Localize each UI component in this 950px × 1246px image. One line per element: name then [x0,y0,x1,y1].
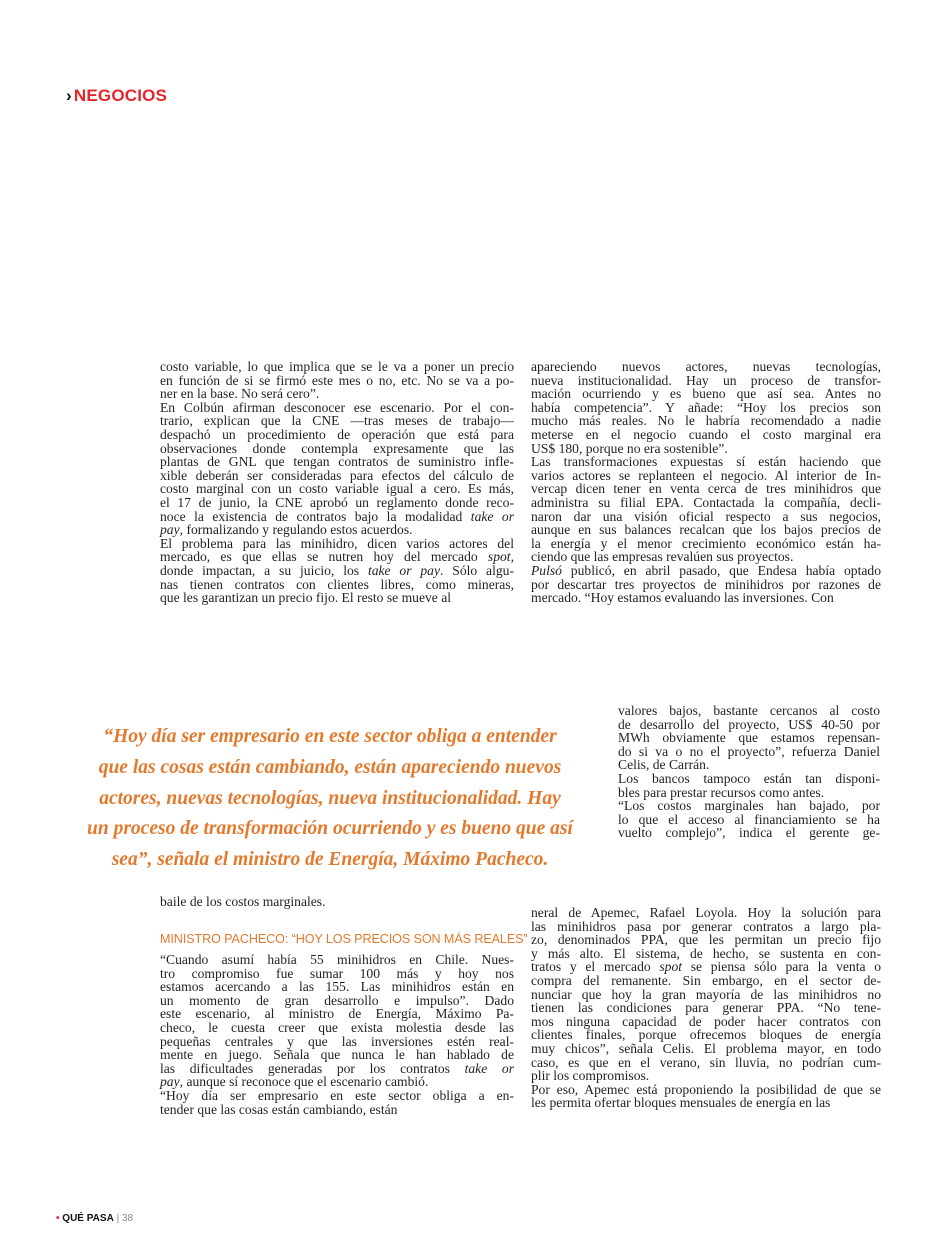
text-line: naron dar una visión oficial respecto a sus negocios, [531,508,881,524]
pull-quote-line: que las cosas están cambiando, están apareciendo nuevos [98,756,562,778]
article-column-left-mid [160,892,514,909]
pull-quote-line: un proceso de transformación ocurriendo y es bueno que así [87,818,573,840]
text-line: les permita ofertar bloques mensuales de energía en las [531,1095,831,1111]
text-line: muy chicos”, señala Celis. El problema mayor, en todo [531,1040,881,1056]
text-line [160,561,514,578]
pull-quote-line: actores, nuevas tecnologías, nueva institucionalidad. Hay [99,787,561,809]
section-label [66,86,167,106]
text-line: “Los costos marginales han bajado, por [618,798,880,814]
text-line: costo variable, lo que implica que se le va a poner un precio [160,359,514,374]
text-segment: noce la existencia de contratos bajo la modalidad [160,508,471,524]
article-column-right-top [531,357,881,606]
italic-text: pay [160,1074,180,1090]
text-line: MWh obviamente que estamos repensan- [618,730,880,746]
text-line: aunque en sus balances recalcan que los bajos precios de [531,522,881,538]
italic-text: take or [470,508,514,524]
text-line: y más alto. El sistema, de hecho, se sustenta en con- [531,945,881,961]
text-segment: se piensa sólo para la venta o [682,959,881,975]
pull-quote-line: sea”, señala el ministro de Energía, Máximo Pacheco. [111,849,549,871]
text-line: mente en juego. Señala que nunca le han hablado de [160,1047,514,1063]
text-line: ciendo que las empresas revalúen sus proyectos. [531,549,794,565]
bullet-icon: • [56,1213,60,1224]
text-line: tender que las cosas están cambiando, están [160,1101,398,1117]
text-line [160,547,514,565]
text-line: mercado. “Hoy estamos evaluando las inversiones. Con [531,590,834,606]
text-line: Por eso, Apemec está proponiendo la posibilidad de que se [531,1081,881,1097]
chevron-right-icon: › [66,86,72,105]
text-line: checo, le cuesta creer que exista molestia desde las [160,1019,514,1035]
italic-text: spot [487,549,511,565]
italic-text: spot [659,959,683,975]
text-line: un momento de gran desarrollo e impulso”. Dado [160,992,514,1008]
text-line: estamos acercando a las 155. Las minihidros están en [160,979,514,995]
text-line: caso, es que en el verano, sin lluvia, no podrían cum- [531,1054,881,1070]
text-line: de desarrollo del proyecto, US$ 40-50 por [618,716,880,732]
text-line: el 17 de junio, la CNE aprobó un reglamento donde reco- [160,494,514,510]
text-line: meterse en el negocio cuando el costo marginal era [531,426,881,442]
text-line: El problema para las minihidro, dicen varios actores del [160,535,514,551]
magazine-name: QUÉ PASA [62,1213,114,1224]
article-column-right-indented [618,701,880,841]
text-line: apareciendo nuevos actores, nuevas tecnologías, [531,359,881,374]
text-segment: tratos y el mercado [531,959,660,975]
page-number: 38 [121,1213,134,1224]
text-line: que les garantizan un precio fijo. El resto se mueve al [160,590,452,606]
italic-text: Pulsó [531,562,562,578]
text-segment: publicó, en abril pasado, que Endesa había optado [561,562,881,578]
text-line: pequeñas centrales y que las inversiones estén real- [160,1033,514,1049]
text-line: mación ocurriendo y es bueno que así sea. Antes no [531,386,881,402]
text-line: “Cuando asumí había 55 minihidros en Chile. Nues- [160,952,514,967]
italic-text: pay [160,522,180,538]
text-line: vercap dicen tener en venta cerca de tres minihidros que [531,481,881,497]
article-column-left-top [160,357,514,606]
text-line: nas tienen contratos con clientes libres, como mineras, [160,576,514,592]
text-line: varios actores se replanteen el negocio. Al interior de In- [531,467,881,483]
text-line [160,1060,514,1074]
pull-quote-line: “Hoy día ser empresario en este sector obliga a entender [103,726,557,747]
text-line: en función de si se firmó este mes o no, etc. No se va a po- [160,372,514,388]
text-line: bles para prestar recursos como antes. [618,784,825,800]
text-line: las minihidros pasa por generar contratos a largo pla- [531,918,881,934]
text-line: vuelto complejo”, indica el gerente ge- [618,825,880,841]
text-line: plir los compromisos. [531,1068,650,1084]
text-line: valores bajos, bastante cercanos al costo [618,703,880,718]
subheading: MINISTRO PACHECO: “HOY LOS PRECIOS SON MÁS REALES” [160,932,528,946]
text-line [160,507,514,524]
text-segment: . Sólo algu- [440,562,514,578]
text-line: tienen las condiciones para generar PPA. “No tene- [531,1000,881,1016]
text-line: Celis, de Carrán. [618,757,710,773]
text-line: “Hoy día ser empresario en este sector obliga a en- [160,1087,514,1103]
text-line: trario, explican que la CNE —tras meses de trabajo— [160,413,514,429]
text-segment: , aunque sí reconoce que el escenario cambió. [179,1074,429,1090]
text-line: En Colbún afirman desconocer ese escenario. Por el con- [160,399,514,415]
text-line: costo marginal con un costo variable igual a cero. Es más, [160,481,514,497]
text-line: nueva institucionalidad. Hay un proceso de transfor- [531,372,881,388]
text-line: do si va o no el proyecto”, refuerza Daniel [618,743,880,759]
text-line: xible deberán ser consideradas para efectos del cálculo de [160,467,514,483]
text-line: había competencia”. Y añade: “Hoy los precios son [531,399,881,415]
page-footer [56,1213,133,1224]
text-line: nunciar que hoy la gran mayoría de las minihidros no [531,986,881,1002]
text-line: despachó un procedimiento de operación que está para [160,426,514,442]
text-line: administra su filial EPA. Contactada la compañía, decli- [531,494,881,510]
text-line: mucho más reales. No le habría recomendado a nadie [531,413,881,429]
text-line [531,958,881,975]
divider: | [116,1213,120,1224]
text-line: US$ 180, porque no era sostenible”. [531,440,728,456]
article-column-right-bottom [531,904,881,1111]
text-line: neral de Apemec, Rafael Loyola. Hoy la solución para [531,905,881,920]
italic-text: take or [464,1060,514,1076]
text-line: observaciones donde contempla expresamente que las [160,440,514,456]
text-line: mos ninguna capacidad de poder hacer contratos con [531,1013,881,1029]
section-title: NEGOCIOS [73,86,168,105]
text-line: lo que el acceso al financiamiento se ha [618,811,880,827]
text-line: por descartar tres proyectos de minihidros por razones de [531,576,881,592]
text-line [531,561,881,578]
text-line: la energía y el menor crecimiento económico están ha- [531,535,881,551]
text-line: baile de los costos marginales. [160,894,326,909]
text-line: clientes finales, porque ofrecemos bloques de energía [531,1027,881,1043]
text-line: Los bancos tampoco están tan disponi- [618,770,880,786]
text-segment: donde impactan, a su juicio, los [160,562,368,578]
text-line: tro compromiso fue sumar 100 más y hoy nos [160,965,514,981]
text-line: plantas de GNL que tengan contratos de suministro infle- [160,454,514,470]
article-column-left-bottom [160,951,514,1117]
text-line: zo, denominados PPA, que les permitan un precio fijo [531,932,881,948]
text-line: Las transformaciones expuestas sí están haciendo que [531,454,881,470]
text-line: compra del remanente. Sin embargo, en el sector de- [531,972,881,988]
text-segment: las dificultades generadas por los contratos [160,1060,465,1076]
pull-quote [60,722,600,876]
text-segment: , formalizando y regulando estos acuerdos. [179,522,413,538]
text-line: este escenario, al ministro de Energía, Máximo Pa- [160,1006,514,1022]
text-line: ner en la base. No será cero”. [160,386,320,402]
text-segment: , [510,549,514,565]
text-segment: mercado, es que ellas se nutren hoy del mercado [160,549,488,565]
italic-text: take or pay [367,562,441,578]
